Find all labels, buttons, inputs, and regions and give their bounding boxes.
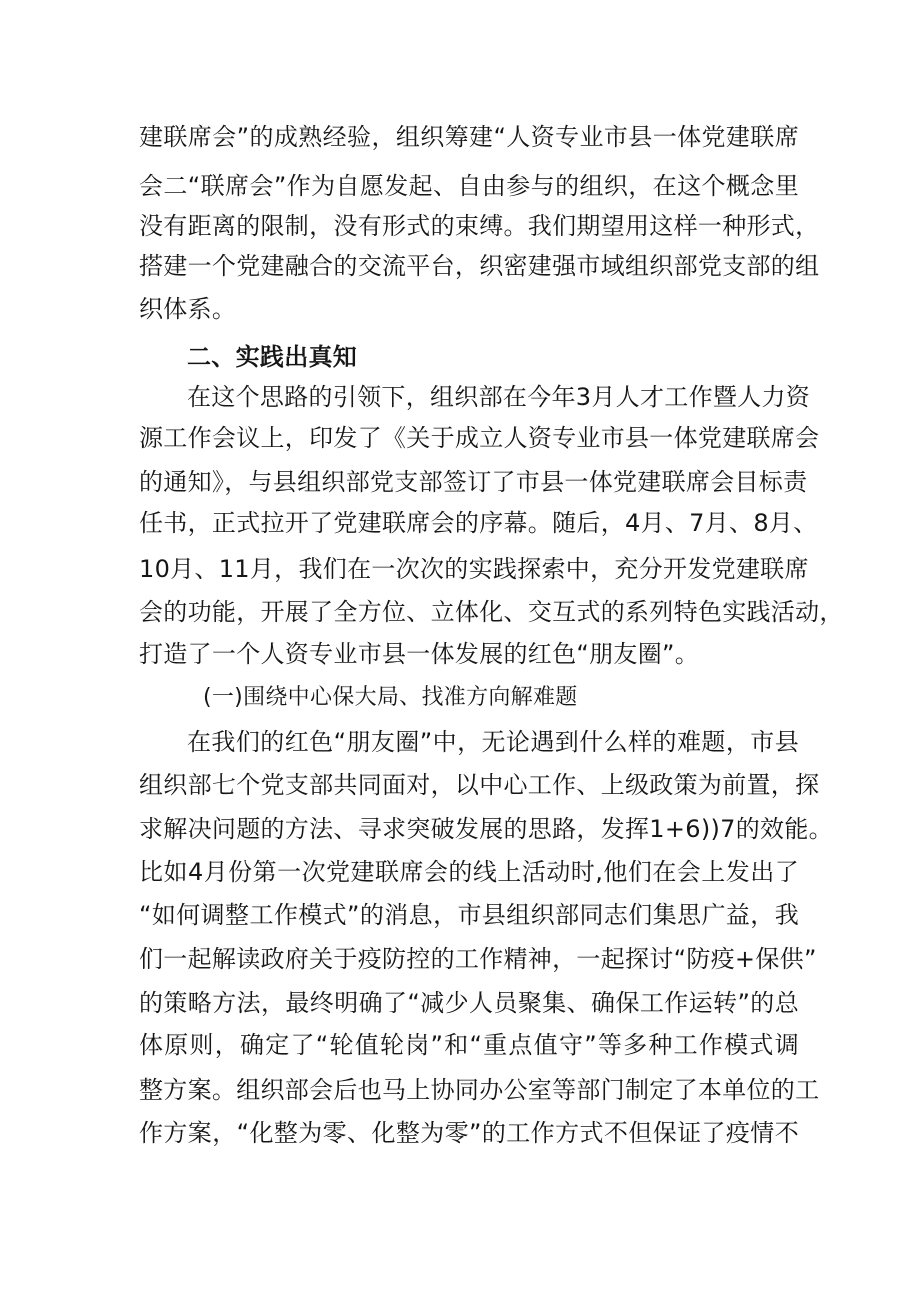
body-text-line: “如何调整工作模式”的消息，市县组织部同志们集思广益，我 [139, 901, 799, 929]
body-text-line: 组织部七个党支部共同面对，以中心工作、上级政策为前置，探 [139, 771, 820, 799]
body-text-line: 求解决问题的方法、寻求突破发展的思路，发挥1+6))7的效能。 [139, 815, 833, 843]
body-text-line: 们一起解读政府关于疫防控的工作精神，一起探讨“防疫+保供” [139, 945, 817, 973]
body-text-line: 打造了一个人资专业市县一体发展的红色“朋友圈”。 [139, 640, 700, 668]
body-text-line: 会二“联席会”作为自愿发起、自由参与的组织，在这个概念里 [139, 172, 799, 200]
body-text-line: 建联席会”的成熟经验，组织筹建“人资专业市县一体党建联席 [139, 123, 799, 151]
subsection-heading: (一)围绕中心保大局、找准方向解难题 [203, 685, 578, 710]
section-heading: 二、实践出真知 [187, 343, 358, 371]
body-text-line: 的策略方法，最终明确了“减少人员聚集、确保工作运转”的总 [139, 989, 799, 1017]
body-text-line: 织体系。 [139, 295, 237, 323]
body-text-line: 搭建一个党建融合的交流平台，织密建强市域组织部党支部的组 [139, 252, 820, 280]
body-text-line: 比如4月份第一次党建联席会的线上活动时,他们在会上发出了 [139, 858, 799, 886]
body-text-line: 的通知》，与县组织部党支部签订了市县一体党建联席会目标责 [139, 468, 808, 496]
body-text-line: 没有距离的限制，没有形式的束缚。我们期望用这样一种形式， [139, 212, 820, 240]
body-text-line: 10月、11月，我们在一次次的实践探索中，充分开发党建联席 [139, 555, 809, 583]
body-text-line: 会的功能，开展了全方位、立体化、交互式的系列特色实践活动， [139, 598, 844, 626]
body-text-line: 源工作会议上，印发了《关于成立人资专业市县一体党建联席会 [139, 424, 820, 452]
body-text-line: 作方案，“化整为零、化整为零”的工作方式不但保证了疫情不 [139, 1119, 799, 1147]
paragraph-first-line: 在这个思路的引领下，组织部在今年3月人才工作暨人力资 [187, 383, 811, 411]
paragraph-first-line: 在我们的红色“朋友圈”中，无论遇到什么样的难题，市县 [187, 728, 799, 756]
body-text-line: 整方案。组织部会后也马上协同办公室等部门制定了本单位的工 [139, 1076, 820, 1104]
body-text-line: 体原则，确定了“轮值轮岗”和“重点值守”等多种工作模式调 [139, 1031, 799, 1059]
body-text-line: 任书，正式拉开了党建联席会的序幕。随后，4月、7月、8月、 [139, 509, 818, 537]
